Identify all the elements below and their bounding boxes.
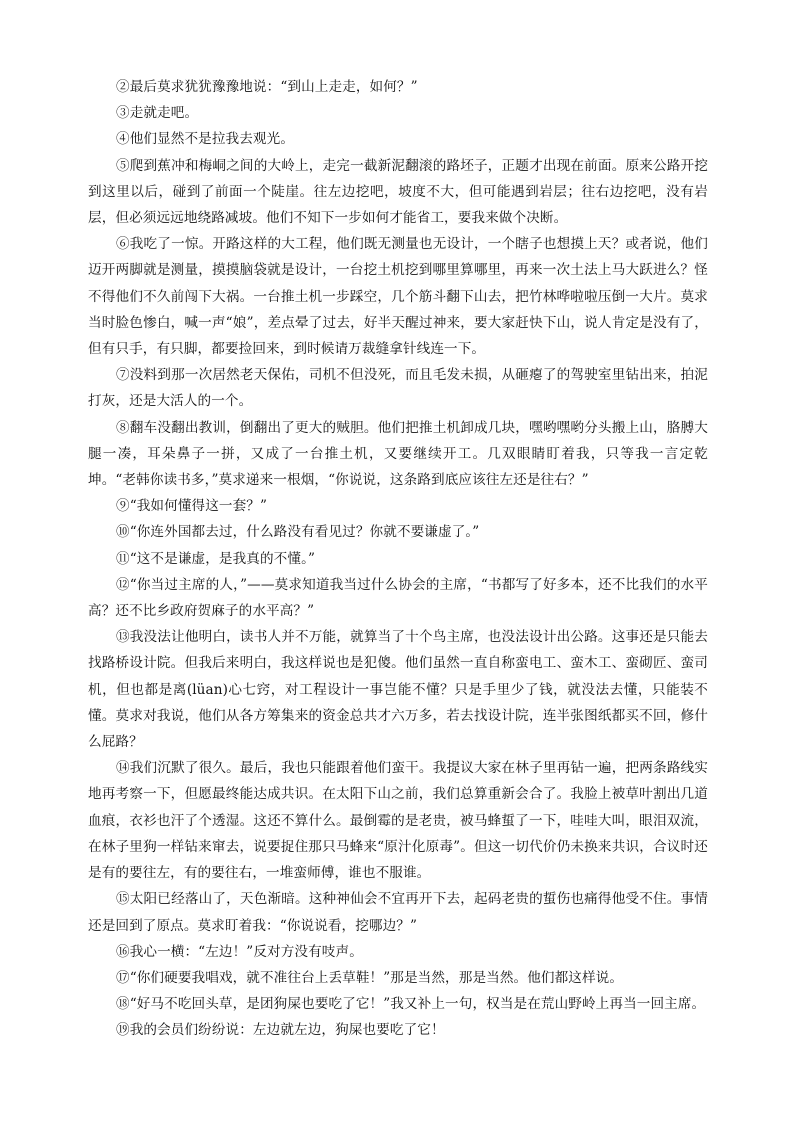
- paragraph-7: ⑦没料到那一次居然老天保佑，司机不但没死，而且毛发未损，从砸瘪了的驾驶室里钻出来，拍泥打灰，还是大活人的一个。: [88, 367, 708, 410]
- paragraph-11: ⑪“这不是谦虚，是我真的不懂。”: [116, 550, 316, 567]
- paragraph-4: ④他们显然不是拉我去观光。: [116, 131, 295, 148]
- paragraph-2: ②最后莫求犹犹豫豫地说：“到山上走走，如何？”: [116, 79, 418, 95]
- paragraph-10: ⑩“你连外国都去过，什么路没有看见过？你就不要谦虚了。”: [116, 524, 480, 541]
- paragraph-17: ⑰“你们硬要我唱戏，就不准往台上丢草鞋！”那是当然，那是当然。他们都这样说。: [116, 969, 624, 986]
- paragraph-6: ⑥我吃了一惊。开路这样的大工程，他们既无测量也无设计，一个瞎子也想摸上天？或者说，他们迈开两脚就是测量，摸摸脑袋就是设计，一台挖土机挖到哪里算哪里，再来一次土法上马大跃进么？怪不得他们不久前闯下大祸。一台推土机一步踩空，几个筋斗翻下山去，把竹林哗啦啦压倒一大片。莫求当时脸色惨白，喊一声“娘”，差点晕了过去，好半天醒过神来，要大家赶快下山，说人肯定是没有了，但有只手，有只脚，都要捡回来，到时候请万裁缝拿针线连一下。: [88, 236, 708, 358]
- paragraph-15: ⑮太阳已经落山了，天色渐暗。这种神仙会不宜再开下去，起码老贵的蜇伤也痛得他受不住。事情还是回到了原点。莫求盯着我：“你说说看，挖哪边？”: [88, 891, 708, 934]
- paragraph-19: ⑲我的会员们纷纷说：左边就左边，狗屎也要吃了它！: [116, 1022, 445, 1039]
- paragraph-3: ③走就走吧。: [116, 105, 199, 122]
- paragraph-8: ⑧翻车没翻出教训，倒翻出了更大的贼胆。他们把推土机卸成几块，嘿哟嘿哟分头搬上山，胳膊大腿一凑，耳朵鼻子一拼，又成了一台推土机，又要继续开工。几双眼睛盯着我，只等我一言定乾坤。“老韩你读书多，”莫求递来一根烟，“你说说，这条路到底应该往左还是往右？”: [88, 419, 708, 489]
- paragraph-5: ⑤爬到蕉冲和梅峒之间的大岭上，走完一截新泥翻滚的路坯子，正题才出现在前面。原来公路开挖到这里以后，碰到了前面一个陡崖。往左边挖吧，坡度不大，但可能遇到岩层；往右边挖吧，没有岩层，但必须远远地绕路减坡。他们不知下一步如何才能省工，要我来做个决断。: [88, 157, 708, 227]
- paragraph-18: ⑱“好马不吃回头草，是团狗屎也要吃了它！”我又补上一句，权当是在荒山野岭上再当一回主席。: [116, 996, 706, 1013]
- paragraph-13: ⑬我没法让他明白，读书人并不万能，就算当了十个鸟主席，也没法设计出公路。这事还是只能去找路桥设计院。但我后来明白，我这样说也是犯傻。他们虽然一直自称蛮电工、蛮木工、蛮砌匠、蛮司机，但也都是离(lüan)心七窍，对工程设计一事岂能不懂？只是手里少了钱，就没法去懂，只能装不懂。莫求对我说，他们从各方筹集来的资金总共才六万多，若去找设计院，连半张图纸都买不回，修什么屁路？: [88, 629, 708, 751]
- paragraph-16: ⑯我心一横：“左边！”反对方没有吱声。: [116, 943, 363, 960]
- paragraph-14: ⑭我们沉默了很久。最后，我也只能跟着他们蛮干。我提议大家在林子里再钻一遍，把两条路线实地再考察一下，但愿最终能达成共识。在太阳下山之前，我们总算重新会合了。我脸上被草叶割出几道血痕，衣衫也汗了个透湿。这还不算什么。最倒霉的是老贵，被马蜂蜇了一下，哇哇大叫，眼泪双流，在林子里狗一样钻来窜去，说要捉住那只马蜂来“原汁化原毒”。但这一切代价仍未换来共识，合议时还是有的要往左，有的要往右，一堆蛮师傅，谁也不服谁。: [88, 760, 708, 882]
- paragraph-12: ⑫“你当过主席的人，”——莫求知道我当过什么协会的主席，“书都写了好多本，还不比我们的水平高？还不比乡政府贺麻子的水平高？”: [88, 576, 708, 620]
- paragraph-9: ⑨“我如何懂得这一套？”: [116, 498, 268, 515]
